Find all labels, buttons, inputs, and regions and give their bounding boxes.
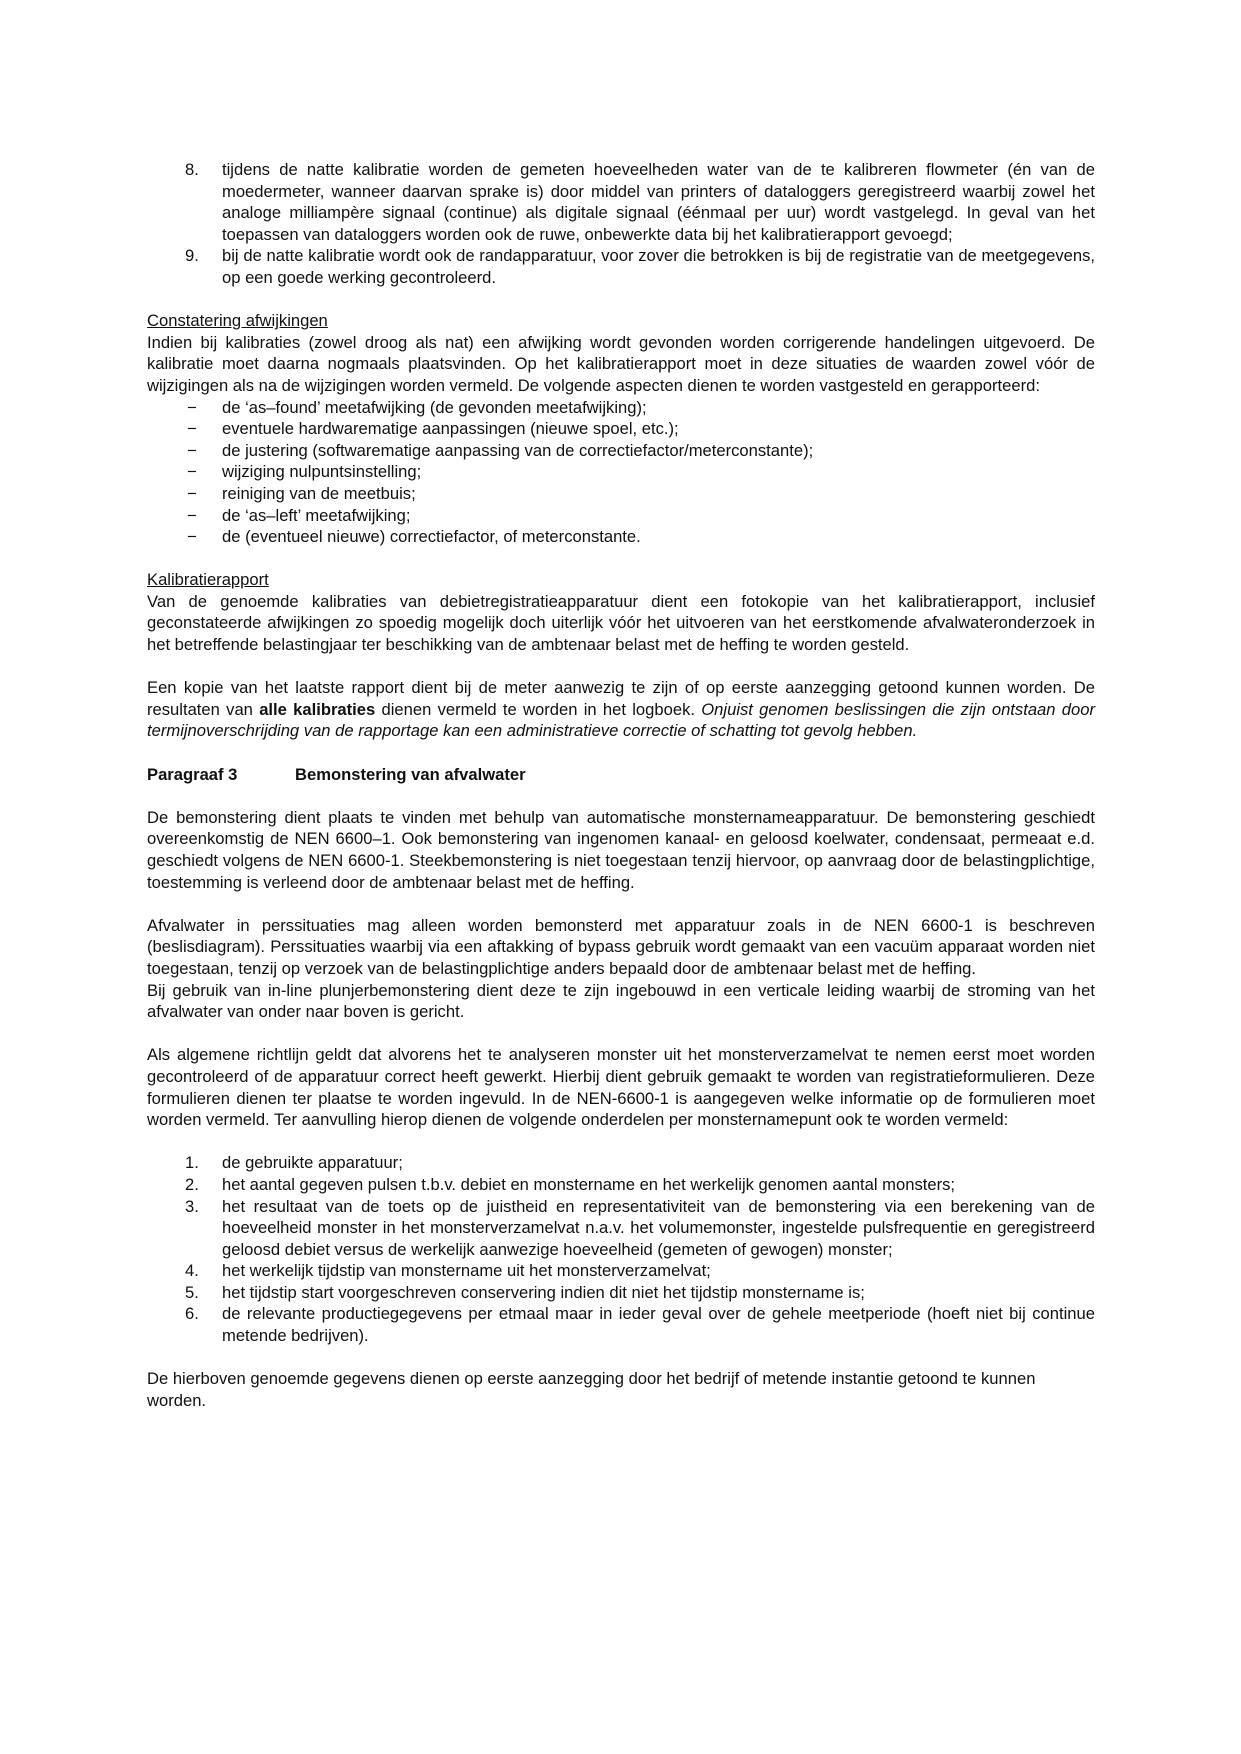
paragraph-title: Bemonstering van afvalwater bbox=[295, 764, 526, 784]
list-number: 9. bbox=[185, 246, 199, 266]
list-item: − de ‘as–found’ meetafwijking (de gevonden meetafwijking); bbox=[187, 397, 647, 417]
list-item: 2. het aantal gegeven pulsen t.b.v. debiet en monstername en het werkelijk genomen aantal monsters; bbox=[185, 1174, 956, 1194]
body-paragraph: De bemonstering dient plaats te vinden met behulp van automatische monsternameapparatuur. De bemonstering geschiedt overeenkomstig de NEN 6600–1. Ook bemonstering van ingenomen kanaal- en geloosd koelwater, condensaat, permeaat e.d. geschiedt volgens de NEN 6600-1. Steekbemonstering is niet toegestaan tenzij hiervoor, op aanvraag door de belastingplichtige, toestemming is verleend door de ambtenaar belast met de heffing. bbox=[147, 807, 1095, 892]
document-page bbox=[147, 159, 1095, 1411]
kopie-paragraph: Een kopie van het laatste rapport dient bij de meter aanwezig te zijn of op eerste aanzegging getoond kunnen worden. De resultaten van alle kalibraties dienen vermeld te worden in het logboek. Onjuist genomen beslissingen die zijn ontstaan door termijnoverschrijding van de rapportage kan een administratieve correctie of schatting tot gevolg hebben. bbox=[147, 678, 1095, 741]
dash-marker: − bbox=[187, 505, 197, 525]
dash-marker: − bbox=[187, 419, 197, 439]
list-item bbox=[147, 245, 1095, 288]
list-item: − de justering (softwarematige aanpassing van de correctiefactor/meterconstante); bbox=[187, 440, 814, 460]
list-number: 8. bbox=[185, 160, 199, 179]
numbered-list-top bbox=[147, 159, 1095, 289]
list-item bbox=[147, 159, 1095, 245]
dash-marker: − bbox=[187, 462, 197, 482]
body-paragraph: De hierboven genoemde gegevens dienen op eerste aanzegging door het bedrijf of metende instantie getoond te kunnen worden. bbox=[147, 1369, 1036, 1410]
paragraph-heading bbox=[147, 764, 1095, 786]
list-item: − de ‘as–left’ meetafwijking; bbox=[187, 505, 411, 525]
list-text: tijdens de natte kalibratie worden de gemeten hoeveelheden water van de te kalibreren flowmeter (én van de moedermeter, wanneer daarvan sprake is) door middel van printers of dataloggers geregistreerd waarbij zowel het analoge milliampère signaal (continue) als digitale signaal (éénmaal per uur) wordt vastgelegd. In geval van het toepassen van dataloggers worden ook de ruwe, onbewerkte data bij het kalibratierapport gevoegd; bbox=[222, 160, 1095, 244]
list-item: 5. het tijdstip start voorgeschreven conservering indien dit niet het tijdstip monstername is; bbox=[185, 1282, 865, 1302]
body-paragraph: Als algemene richtlijn geldt dat alvorens het te analyseren monster uit het monsterverzamelvat te nemen eerst moet worden gecontroleerd of de apparatuur correct heeft gewerkt. Hierbij dient gebruik gemaakt te worden van registratieformulieren. Deze formulieren dienen ter plaatse te worden ingevuld. In de NEN-6600-1 is aangegeven welke informatie op de formulieren moet worden vermeld. Ter aanvulling hierop dienen de volgende onderdelen per monsternamepunt ook te worden vermeld: bbox=[147, 1045, 1095, 1130]
section-title-constatering: Constatering afwijkingen bbox=[147, 311, 328, 331]
list-text: bij de natte kalibratie wordt ook de randapparatuur, voor zover die betrokken is bij de registratie van de meetgegevens, op een goede werking gecontroleerd. bbox=[222, 246, 1095, 287]
dash-marker: − bbox=[187, 483, 197, 503]
dash-marker: − bbox=[187, 440, 197, 460]
section-title-kalibratierapport: Kalibratierapport bbox=[147, 570, 269, 590]
list-item: 6. de relevante productiegegevens per etmaal maar in ieder geval over de gehele meetperiode (hoeft niet bij continue metende bedrijven). bbox=[185, 1304, 1095, 1346]
list-item: 1. de gebruikte apparatuur; bbox=[185, 1153, 403, 1173]
list-item: − de (eventueel nieuwe) correctiefactor, of meterconstante. bbox=[187, 527, 641, 547]
list-item: − eventuele hardwarematige aanpassingen (nieuwe spoel, etc.); bbox=[187, 419, 679, 439]
list-item: 3. het resultaat van de toets op de juistheid en representativiteit van de bemonstering via een berekening van de hoeveelheid monster in het monsterverzamelvat n.a.v. het volumemonster, ingestelde pulsfrequentie en geregistreerd geloosd debiet versus de werkelijk aanwezige hoeveelheid (gemeten of gewogen) monster; bbox=[185, 1196, 1095, 1259]
kalibratierapport-paragraph: Van de genoemde kalibraties van debietregistratieapparatuur dient een fotokopie van het kalibratierapport, inclusief geconstateerde afwijkingen zo spoedig mogelijk doch uiterlijk vóór het uitvoeren van het eerstkomende afvalwateronderzoek in het betreffende belastingjaar ter beschikking van de ambtenaar belast met de heffing te worden gesteld. bbox=[147, 591, 1095, 655]
list-item: − reiniging van de meetbuis; bbox=[187, 483, 416, 503]
paragraph-label: Paragraaf 3 bbox=[147, 764, 238, 784]
dash-list bbox=[147, 397, 1095, 548]
list-item: − wijziging nulpuntsinstelling; bbox=[187, 462, 422, 482]
body-paragraph: Bij gebruik van in-line plunjerbemonstering dient deze te zijn ingebouwd in een verticale leiding waarbij de stroming van het afvalwater van onder naar boven is gericht. bbox=[147, 980, 1095, 1022]
dash-marker: − bbox=[187, 397, 197, 417]
constatering-paragraph: Indien bij kalibraties (zowel droog als nat) een afwijking wordt gevonden worden corrigerende handelingen uitgevoerd. De kalibratie moet daarna nogmaals plaatsvinden. Op het kalibratierapport moet in deze situaties de waarden zowel vóór de wijzigingen als na de wijzigingen worden vermeld. De volgende aspecten dienen te worden vastgesteld en gerapporteerd: bbox=[147, 332, 1095, 395]
numbered-list-bottom bbox=[147, 1152, 1095, 1346]
list-item: 4. het werkelijk tijdstip van monstername uit het monsterverzamelvat; bbox=[185, 1261, 711, 1281]
dash-marker: − bbox=[187, 527, 197, 547]
body-paragraph: Afvalwater in perssituaties mag alleen worden bemonsterd met apparatuur zoals in de NEN 6600-1 is beschreven (beslisdiagram). Perssituaties waarbij via een aftakking of bypass gebruik wordt gemaakt van een vacuüm apparaat worden niet toegestaan, tenzij op verzoek van de belastingplichtige anders bepaald door de ambtenaar belast met de heffing. bbox=[147, 915, 1095, 978]
